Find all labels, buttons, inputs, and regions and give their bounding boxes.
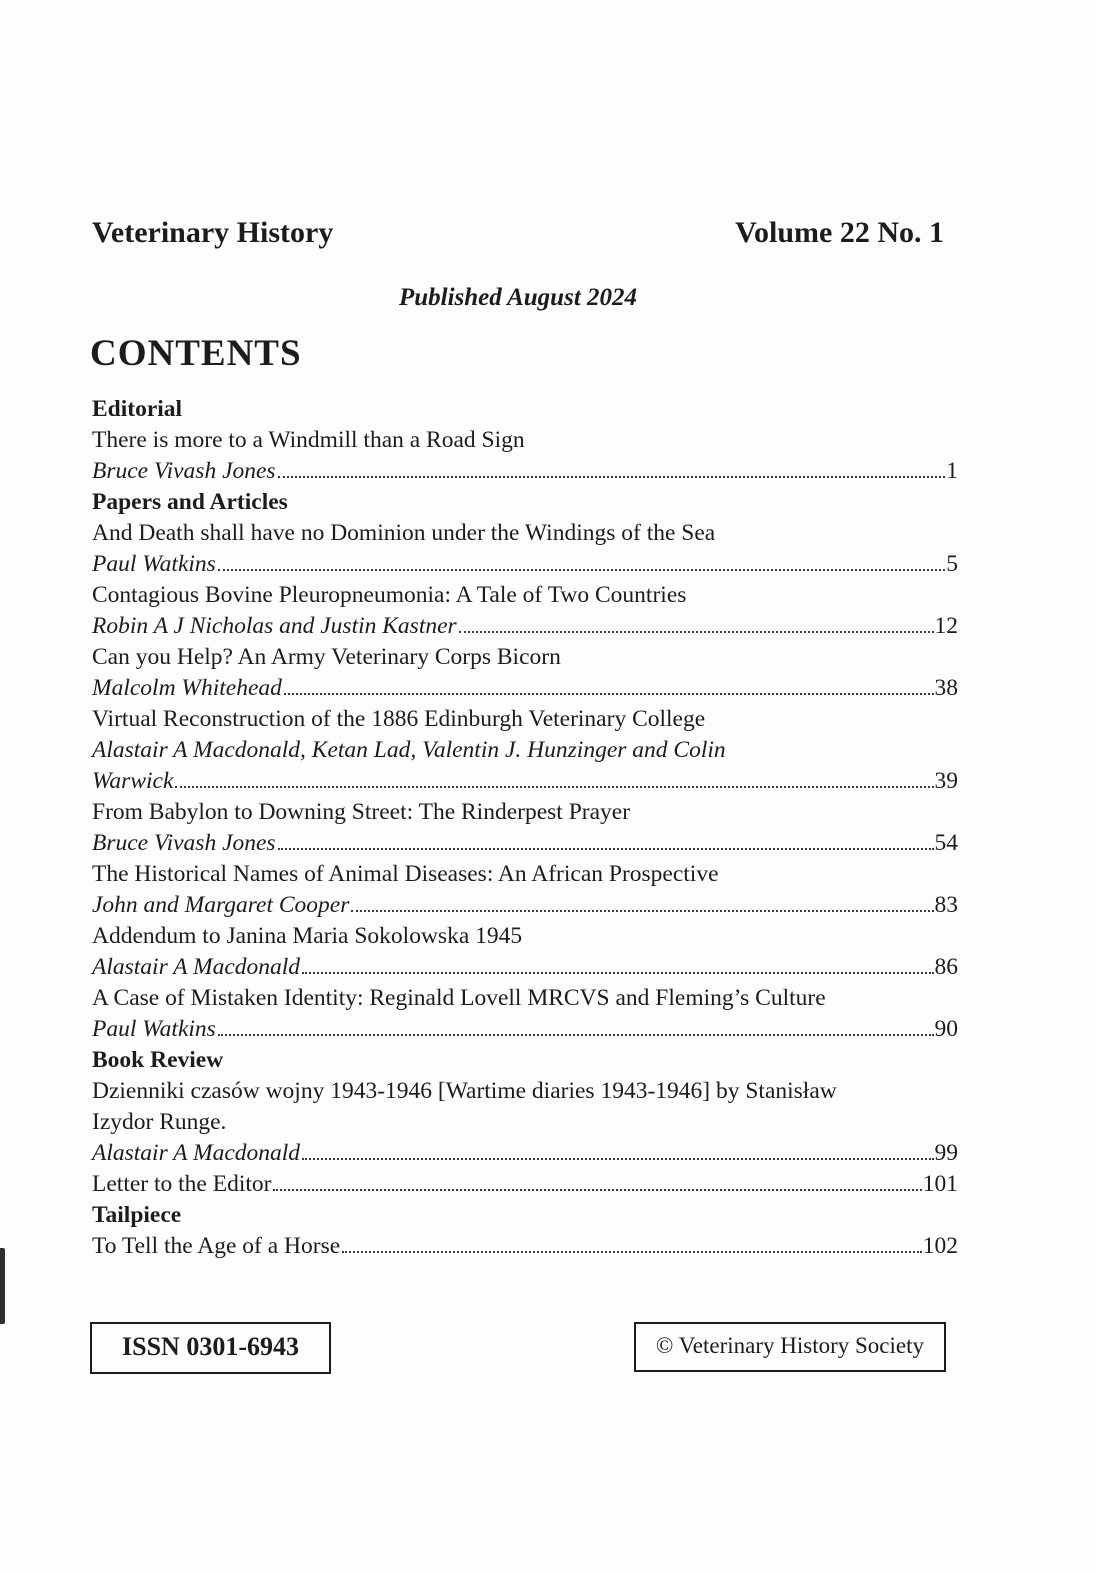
toc-entry: [92, 580, 958, 611]
dot-leader: [175, 785, 933, 788]
toc-entry: [92, 456, 958, 487]
toc-entry: [92, 642, 958, 673]
toc-entry-label: Tailpiece: [92, 1202, 182, 1228]
toc-entry-label: Robin A J Nicholas and Justin Kastner: [92, 613, 457, 639]
page-number: 54: [934, 830, 958, 856]
toc-entry: [92, 766, 958, 797]
toc-entry: [92, 611, 958, 642]
toc-entry: [92, 487, 958, 518]
page-number: 38: [934, 675, 958, 701]
toc-entry-label: Alastair A Macdonald: [92, 954, 301, 980]
page-number: 39: [934, 768, 958, 794]
page-number: 99: [934, 1140, 958, 1166]
masthead: [92, 216, 944, 250]
toc-entry: [92, 394, 958, 425]
toc-entry: [92, 673, 958, 704]
dot-leader: [351, 909, 933, 912]
toc-entry-label: Warwick: [92, 768, 174, 794]
toc-entry: [92, 890, 958, 921]
dot-leader: [218, 1033, 934, 1036]
toc-entry-label: Contagious Bovine Pleuropneumonia: A Tale of Two Countries: [92, 582, 687, 608]
toc-entry: [92, 828, 958, 859]
page-number: 90: [934, 1016, 958, 1042]
toc-entry-label: From Babylon to Downing Street: The Rinderpest Prayer: [92, 799, 631, 825]
page-number: 5: [946, 551, 958, 577]
toc-entry-label: A Case of Mistaken Identity: Reginald Lovell MRCVS and Fleming’s Culture: [92, 985, 826, 1011]
toc-entry-label: Izydor Runge.: [92, 1109, 227, 1135]
toc-entry: [92, 921, 958, 952]
toc-entry-label: Malcolm Whitehead: [92, 675, 282, 701]
dot-leader: [278, 847, 934, 850]
toc-entry-label: The Historical Names of Animal Diseases: An African Prospective: [92, 861, 719, 887]
toc-entry: [92, 1076, 958, 1107]
table-of-contents: [92, 394, 958, 1262]
toc-entry: [92, 1138, 958, 1169]
volume-number: Volume 22 No. 1: [735, 216, 944, 249]
toc-entry-label: Bruce Vivash Jones: [92, 458, 276, 484]
toc-entry-label: Alastair A Macdonald, Ketan Lad, Valentin J. Hunzinger and Colin: [92, 737, 726, 763]
toc-entry-label: Papers and Articles: [92, 489, 288, 515]
page-number: 83: [934, 892, 958, 918]
toc-entry-label: Paul Watkins: [92, 551, 216, 577]
page-number: 12: [934, 613, 958, 639]
dot-leader: [278, 475, 946, 478]
toc-entry-label: Letter to the Editor: [92, 1171, 272, 1197]
toc-entry: [92, 735, 958, 766]
toc-entry-label: Book Review: [92, 1047, 224, 1073]
dot-leader: [273, 1188, 921, 1191]
toc-entry: [92, 425, 958, 456]
page-number: 102: [922, 1233, 958, 1259]
toc-entry: [92, 1169, 958, 1200]
scan-artifact: [0, 1248, 5, 1324]
toc-entry: [92, 797, 958, 828]
toc-entry: [92, 704, 958, 735]
toc-entry: [92, 1045, 958, 1076]
page-number: 1: [946, 458, 958, 484]
toc-entry-label: And Death shall have no Dominion under the Windings of the Sea: [92, 520, 716, 546]
toc-entry-label: Bruce Vivash Jones: [92, 830, 276, 856]
contents-heading: CONTENTS: [90, 333, 302, 374]
toc-entry-label: Editorial: [92, 396, 183, 422]
dot-leader: [302, 971, 933, 974]
toc-entry-label: Can you Help? An Army Veterinary Corps Bicorn: [92, 644, 561, 670]
toc-entry: [92, 1200, 958, 1231]
dot-leader: [342, 1250, 922, 1253]
published-date: Published August 2024: [398, 284, 638, 311]
toc-entry: [92, 1231, 958, 1262]
toc-entry-label: Alastair A Macdonald: [92, 1140, 301, 1166]
toc-entry: [92, 983, 958, 1014]
page-number: 101: [922, 1171, 958, 1197]
toc-entry: [92, 1107, 958, 1138]
toc-entry: [92, 549, 958, 580]
footer: [90, 1322, 946, 1374]
dot-leader: [218, 568, 945, 571]
toc-entry-label: Dzienniki czasów wojny 1943-1946 [Wartime diaries 1943-1946] by Stanisław: [92, 1078, 837, 1104]
toc-entry: [92, 859, 958, 890]
toc-entry-label: There is more to a Windmill than a Road Sign: [92, 427, 525, 453]
dot-leader: [284, 692, 934, 695]
toc-entry: [92, 1014, 958, 1045]
toc-entry-label: Addendum to Janina Maria Sokolowska 1945: [92, 923, 523, 949]
toc-entry-label: Virtual Reconstruction of the 1886 Edinburgh Veterinary College: [92, 706, 706, 732]
page-number: 86: [934, 954, 958, 980]
toc-entry-label: To Tell the Age of a Horse: [92, 1233, 341, 1259]
dot-leader: [459, 630, 934, 633]
toc-entry-label: John and Margaret Cooper: [92, 892, 350, 918]
copyright-box: © Veterinary History Society: [634, 1322, 946, 1372]
toc-entry: [92, 518, 958, 549]
issn-box: ISSN 0301-6943: [90, 1322, 331, 1374]
dot-leader: [302, 1157, 933, 1160]
journal-title: Veterinary History: [92, 216, 334, 249]
toc-entry-label: Paul Watkins: [92, 1016, 216, 1042]
toc-entry: [92, 952, 958, 983]
